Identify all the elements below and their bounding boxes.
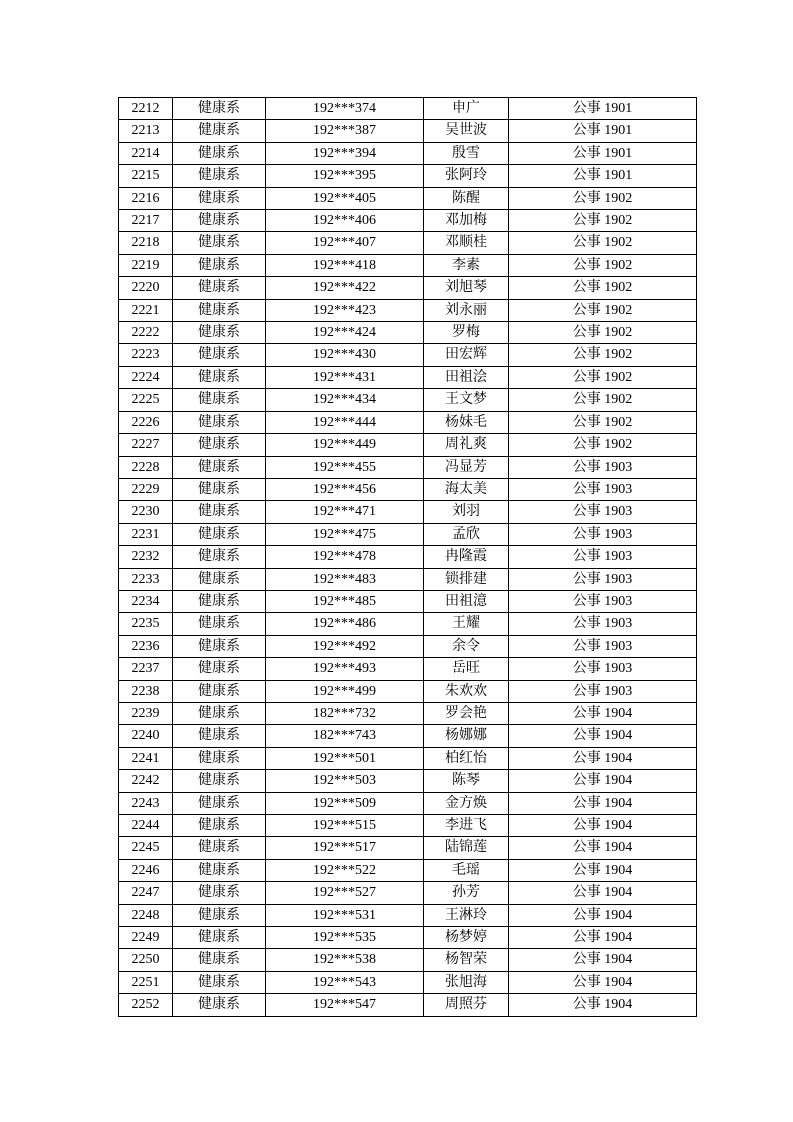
cell-department: 健康系: [173, 187, 266, 209]
cell-serial-number: 2212: [119, 98, 173, 120]
cell-student-id-masked: 192***493: [266, 658, 424, 680]
cell-serial-number: 2215: [119, 165, 173, 187]
cell-name: 杨妹毛: [424, 411, 509, 433]
table-row: [119, 411, 697, 433]
cell-department: 健康系: [173, 613, 266, 635]
cell-department: 健康系: [173, 725, 266, 747]
cell-class: 公事 1902: [509, 254, 697, 276]
cell-department: 健康系: [173, 411, 266, 433]
cell-serial-number: 2218: [119, 232, 173, 254]
table-row: [119, 770, 697, 792]
table-row: [119, 613, 697, 635]
cell-class: 公事 1904: [509, 904, 697, 926]
cell-department: 健康系: [173, 994, 266, 1016]
cell-name: 锁排建: [424, 568, 509, 590]
cell-class: 公事 1902: [509, 411, 697, 433]
cell-student-id-masked: 182***732: [266, 702, 424, 724]
cell-department: 健康系: [173, 882, 266, 904]
cell-department: 健康系: [173, 232, 266, 254]
cell-name: 殷雪: [424, 142, 509, 164]
cell-department: 健康系: [173, 859, 266, 881]
cell-student-id-masked: 192***434: [266, 389, 424, 411]
cell-name: 刘羽: [424, 501, 509, 523]
cell-serial-number: 2224: [119, 366, 173, 388]
cell-serial-number: 2226: [119, 411, 173, 433]
cell-department: 健康系: [173, 837, 266, 859]
cell-department: 健康系: [173, 142, 266, 164]
table-row: [119, 680, 697, 702]
cell-serial-number: 2233: [119, 568, 173, 590]
cell-class: 公事 1903: [509, 523, 697, 545]
cell-serial-number: 2227: [119, 434, 173, 456]
cell-student-id-masked: 192***538: [266, 949, 424, 971]
cell-department: 健康系: [173, 434, 266, 456]
cell-name: 王耀: [424, 613, 509, 635]
cell-serial-number: 2242: [119, 770, 173, 792]
cell-name: 冯显芳: [424, 456, 509, 478]
table-row: [119, 882, 697, 904]
cell-serial-number: 2229: [119, 478, 173, 500]
table-row: [119, 837, 697, 859]
cell-class: 公事 1903: [509, 680, 697, 702]
cell-serial-number: 2252: [119, 994, 173, 1016]
cell-class: 公事 1902: [509, 187, 697, 209]
cell-student-id-masked: 192***478: [266, 546, 424, 568]
cell-student-id-masked: 192***492: [266, 635, 424, 657]
cell-name: 吴世波: [424, 120, 509, 142]
cell-department: 健康系: [173, 456, 266, 478]
cell-class: 公事 1904: [509, 949, 697, 971]
cell-department: 健康系: [173, 680, 266, 702]
cell-class: 公事 1903: [509, 590, 697, 612]
cell-name: 周照芬: [424, 994, 509, 1016]
table-row: [119, 702, 697, 724]
cell-department: 健康系: [173, 904, 266, 926]
cell-student-id-masked: 192***471: [266, 501, 424, 523]
cell-department: 健康系: [173, 165, 266, 187]
cell-department: 健康系: [173, 120, 266, 142]
table-row: [119, 344, 697, 366]
cell-student-id-masked: 192***543: [266, 971, 424, 993]
cell-name: 孟欣: [424, 523, 509, 545]
table-row: [119, 434, 697, 456]
cell-name: 李进飞: [424, 815, 509, 837]
cell-student-id-masked: 192***394: [266, 142, 424, 164]
table-row: [119, 456, 697, 478]
cell-student-id-masked: 192***522: [266, 859, 424, 881]
cell-serial-number: 2213: [119, 120, 173, 142]
cell-name: 周礼爽: [424, 434, 509, 456]
cell-department: 健康系: [173, 254, 266, 276]
cell-class: 公事 1902: [509, 344, 697, 366]
cell-department: 健康系: [173, 501, 266, 523]
table-row: [119, 322, 697, 344]
cell-department: 健康系: [173, 98, 266, 120]
table-row: [119, 142, 697, 164]
cell-serial-number: 2232: [119, 546, 173, 568]
cell-student-id-masked: 192***501: [266, 747, 424, 769]
cell-name: 杨梦婷: [424, 927, 509, 949]
cell-department: 健康系: [173, 366, 266, 388]
cell-department: 健康系: [173, 299, 266, 321]
cell-serial-number: 2243: [119, 792, 173, 814]
cell-class: 公事 1904: [509, 747, 697, 769]
cell-name: 陆锦莲: [424, 837, 509, 859]
table-row: [119, 389, 697, 411]
cell-name: 王文梦: [424, 389, 509, 411]
cell-student-id-masked: 192***486: [266, 613, 424, 635]
cell-department: 健康系: [173, 815, 266, 837]
cell-class: 公事 1903: [509, 635, 697, 657]
cell-serial-number: 2222: [119, 322, 173, 344]
cell-department: 健康系: [173, 478, 266, 500]
cell-name: 邓顺桂: [424, 232, 509, 254]
cell-name: 田祖浍: [424, 366, 509, 388]
cell-student-id-masked: 192***455: [266, 456, 424, 478]
cell-student-id-masked: 192***418: [266, 254, 424, 276]
cell-serial-number: 2234: [119, 590, 173, 612]
table-row: [119, 949, 697, 971]
table-row: [119, 120, 697, 142]
cell-class: 公事 1904: [509, 927, 697, 949]
cell-student-id-masked: 192***531: [266, 904, 424, 926]
cell-serial-number: 2216: [119, 187, 173, 209]
cell-serial-number: 2217: [119, 210, 173, 232]
cell-class: 公事 1902: [509, 210, 697, 232]
cell-name: 海太美: [424, 478, 509, 500]
table-row: [119, 299, 697, 321]
table-row: [119, 232, 697, 254]
table-row: [119, 165, 697, 187]
cell-student-id-masked: 192***423: [266, 299, 424, 321]
table-row: [119, 546, 697, 568]
cell-name: 陈醒: [424, 187, 509, 209]
cell-student-id-masked: 192***424: [266, 322, 424, 344]
table-row: [119, 994, 697, 1016]
cell-serial-number: 2250: [119, 949, 173, 971]
cell-class: 公事 1902: [509, 389, 697, 411]
cell-name: 张旭海: [424, 971, 509, 993]
cell-student-id-masked: 192***483: [266, 568, 424, 590]
cell-serial-number: 2220: [119, 277, 173, 299]
cell-student-id-masked: 192***499: [266, 680, 424, 702]
cell-class: 公事 1901: [509, 142, 697, 164]
table-row: [119, 725, 697, 747]
cell-class: 公事 1902: [509, 232, 697, 254]
cell-class: 公事 1904: [509, 837, 697, 859]
cell-department: 健康系: [173, 770, 266, 792]
cell-name: 杨娜娜: [424, 725, 509, 747]
cell-serial-number: 2247: [119, 882, 173, 904]
cell-class: 公事 1903: [509, 658, 697, 680]
cell-student-id-masked: 192***407: [266, 232, 424, 254]
cell-class: 公事 1904: [509, 859, 697, 881]
cell-student-id-masked: 192***503: [266, 770, 424, 792]
cell-name: 岳旺: [424, 658, 509, 680]
cell-serial-number: 2251: [119, 971, 173, 993]
cell-department: 健康系: [173, 658, 266, 680]
cell-student-id-masked: 192***395: [266, 165, 424, 187]
cell-department: 健康系: [173, 344, 266, 366]
table-row: [119, 478, 697, 500]
cell-serial-number: 2235: [119, 613, 173, 635]
cell-student-id-masked: 192***444: [266, 411, 424, 433]
cell-serial-number: 2214: [119, 142, 173, 164]
cell-name: 余令: [424, 635, 509, 657]
cell-serial-number: 2221: [119, 299, 173, 321]
cell-class: 公事 1903: [509, 478, 697, 500]
cell-class: 公事 1901: [509, 165, 697, 187]
cell-class: 公事 1904: [509, 792, 697, 814]
cell-student-id-masked: 192***535: [266, 927, 424, 949]
table-row: [119, 210, 697, 232]
cell-student-id-masked: 192***422: [266, 277, 424, 299]
cell-name: 申广: [424, 98, 509, 120]
table-row: [119, 815, 697, 837]
cell-department: 健康系: [173, 389, 266, 411]
table-row: [119, 658, 697, 680]
table-row: [119, 523, 697, 545]
cell-department: 健康系: [173, 949, 266, 971]
cell-department: 健康系: [173, 210, 266, 232]
cell-department: 健康系: [173, 635, 266, 657]
cell-student-id-masked: 182***743: [266, 725, 424, 747]
cell-name: 柏红怡: [424, 747, 509, 769]
table-row: [119, 904, 697, 926]
table-row: [119, 98, 697, 120]
cell-department: 健康系: [173, 927, 266, 949]
table-row: [119, 927, 697, 949]
cell-department: 健康系: [173, 546, 266, 568]
cell-class: 公事 1903: [509, 456, 697, 478]
cell-serial-number: 2248: [119, 904, 173, 926]
table-row: [119, 590, 697, 612]
cell-student-id-masked: 192***405: [266, 187, 424, 209]
cell-name: 冉隆霞: [424, 546, 509, 568]
table-row: [119, 635, 697, 657]
cell-serial-number: 2246: [119, 859, 173, 881]
cell-serial-number: 2230: [119, 501, 173, 523]
cell-name: 朱欢欢: [424, 680, 509, 702]
cell-name: 刘永丽: [424, 299, 509, 321]
cell-serial-number: 2249: [119, 927, 173, 949]
table-row: [119, 501, 697, 523]
cell-name: 罗会艳: [424, 702, 509, 724]
cell-class: 公事 1901: [509, 98, 697, 120]
table-row: [119, 277, 697, 299]
cell-class: 公事 1904: [509, 815, 697, 837]
cell-department: 健康系: [173, 792, 266, 814]
cell-class: 公事 1903: [509, 501, 697, 523]
cell-serial-number: 2240: [119, 725, 173, 747]
cell-serial-number: 2223: [119, 344, 173, 366]
cell-serial-number: 2236: [119, 635, 173, 657]
cell-department: 健康系: [173, 322, 266, 344]
cell-name: 孙芳: [424, 882, 509, 904]
cell-student-id-masked: 192***547: [266, 994, 424, 1016]
cell-department: 健康系: [173, 568, 266, 590]
cell-student-id-masked: 192***527: [266, 882, 424, 904]
table-row: [119, 366, 697, 388]
cell-department: 健康系: [173, 590, 266, 612]
cell-name: 王淋玲: [424, 904, 509, 926]
cell-student-id-masked: 192***509: [266, 792, 424, 814]
cell-name: 田宏辉: [424, 344, 509, 366]
cell-student-id-masked: 192***475: [266, 523, 424, 545]
cell-department: 健康系: [173, 971, 266, 993]
cell-student-id-masked: 192***431: [266, 366, 424, 388]
table-body: [119, 98, 697, 1017]
cell-name: 刘旭琴: [424, 277, 509, 299]
cell-student-id-masked: 192***374: [266, 98, 424, 120]
cell-name: 金方焕: [424, 792, 509, 814]
cell-department: 健康系: [173, 747, 266, 769]
cell-student-id-masked: 192***456: [266, 478, 424, 500]
cell-student-id-masked: 192***517: [266, 837, 424, 859]
table-row: [119, 971, 697, 993]
cell-class: 公事 1902: [509, 299, 697, 321]
cell-class: 公事 1903: [509, 613, 697, 635]
cell-department: 健康系: [173, 702, 266, 724]
cell-student-id-masked: 192***449: [266, 434, 424, 456]
table-row: [119, 568, 697, 590]
cell-serial-number: 2241: [119, 747, 173, 769]
cell-serial-number: 2244: [119, 815, 173, 837]
cell-department: 健康系: [173, 277, 266, 299]
cell-class: 公事 1903: [509, 546, 697, 568]
cell-class: 公事 1904: [509, 725, 697, 747]
cell-name: 李素: [424, 254, 509, 276]
cell-class: 公事 1902: [509, 322, 697, 344]
cell-serial-number: 2225: [119, 389, 173, 411]
cell-class: 公事 1904: [509, 882, 697, 904]
cell-student-id-masked: 192***406: [266, 210, 424, 232]
cell-serial-number: 2239: [119, 702, 173, 724]
cell-name: 陈琴: [424, 770, 509, 792]
cell-name: 杨智荣: [424, 949, 509, 971]
cell-student-id-masked: 192***430: [266, 344, 424, 366]
table-row: [119, 792, 697, 814]
table-row: [119, 747, 697, 769]
cell-class: 公事 1902: [509, 434, 697, 456]
cell-student-id-masked: 192***515: [266, 815, 424, 837]
student-roster-table: [118, 97, 697, 1017]
cell-name: 邓加梅: [424, 210, 509, 232]
cell-class: 公事 1904: [509, 702, 697, 724]
cell-class: 公事 1904: [509, 971, 697, 993]
cell-class: 公事 1904: [509, 994, 697, 1016]
cell-name: 田祖澺: [424, 590, 509, 612]
cell-serial-number: 2231: [119, 523, 173, 545]
cell-serial-number: 2228: [119, 456, 173, 478]
cell-class: 公事 1904: [509, 770, 697, 792]
cell-name: 毛瑶: [424, 859, 509, 881]
cell-class: 公事 1902: [509, 277, 697, 299]
cell-student-id-masked: 192***485: [266, 590, 424, 612]
cell-name: 张阿玲: [424, 165, 509, 187]
cell-department: 健康系: [173, 523, 266, 545]
cell-class: 公事 1902: [509, 366, 697, 388]
cell-name: 罗梅: [424, 322, 509, 344]
table-row: [119, 187, 697, 209]
cell-serial-number: 2219: [119, 254, 173, 276]
cell-class: 公事 1903: [509, 568, 697, 590]
cell-serial-number: 2238: [119, 680, 173, 702]
cell-serial-number: 2245: [119, 837, 173, 859]
cell-serial-number: 2237: [119, 658, 173, 680]
cell-student-id-masked: 192***387: [266, 120, 424, 142]
table-row: [119, 254, 697, 276]
table-row: [119, 859, 697, 881]
cell-class: 公事 1901: [509, 120, 697, 142]
